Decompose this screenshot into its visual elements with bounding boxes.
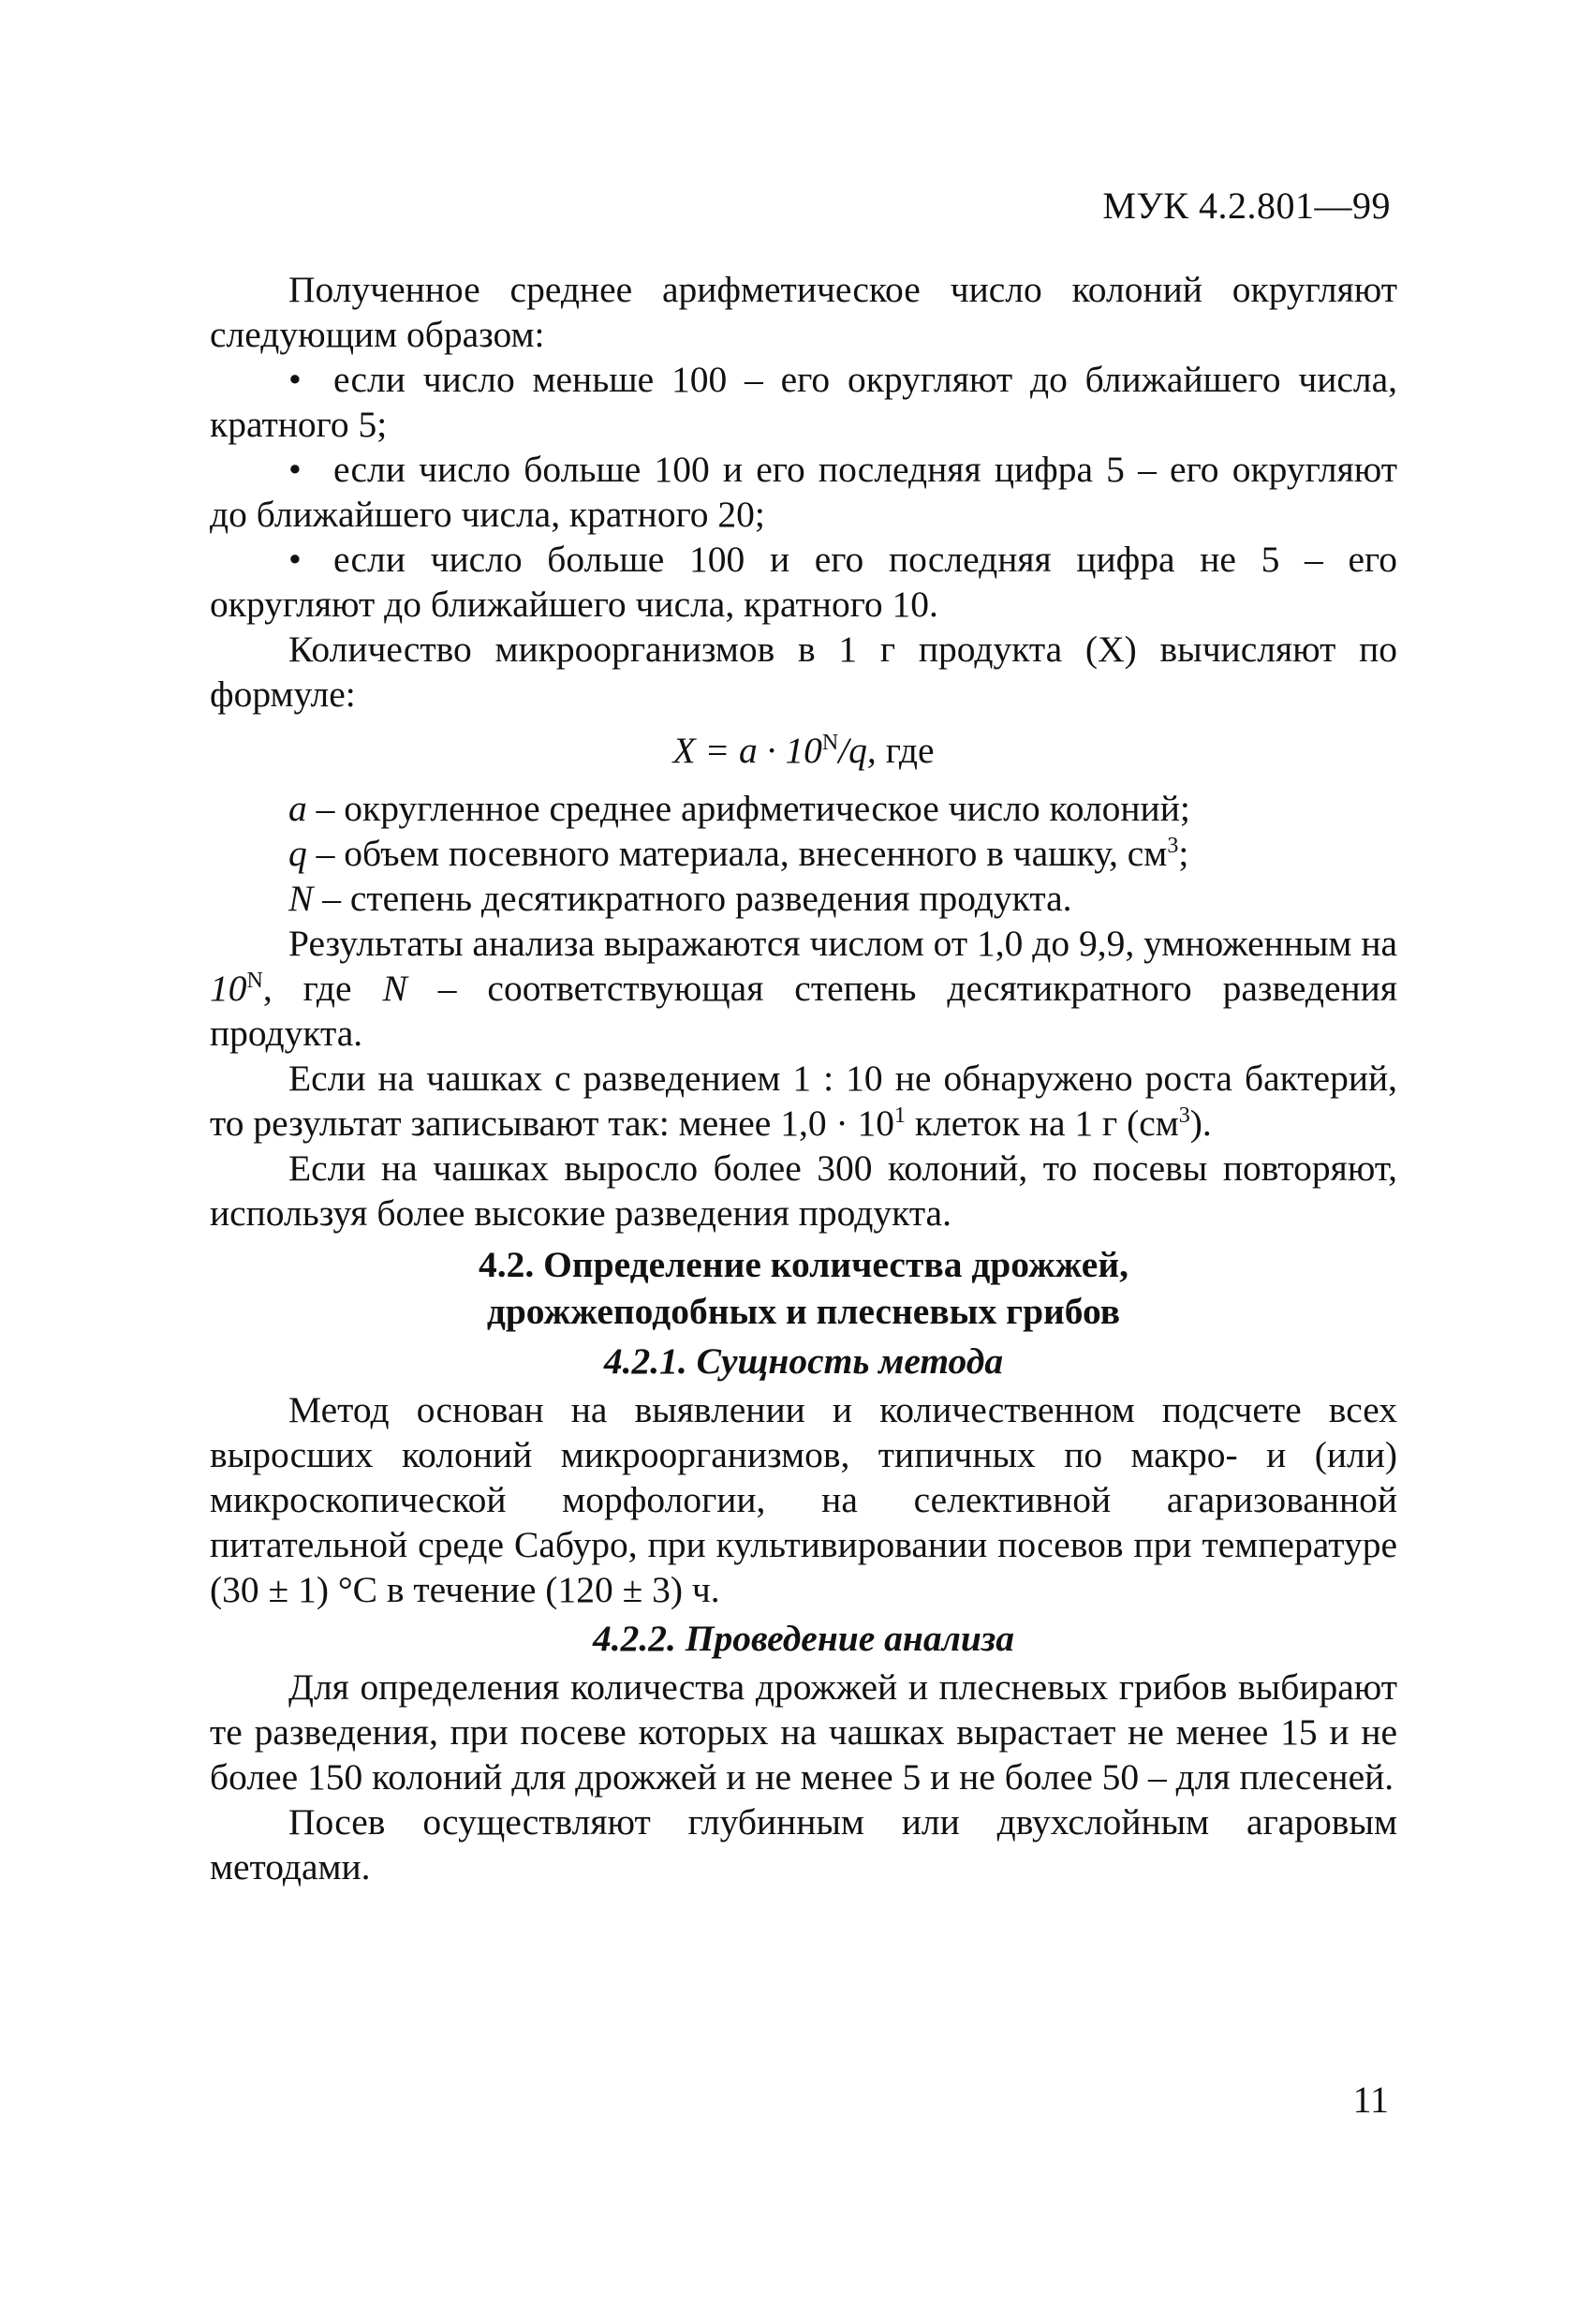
paragraph-repeat: Если на чашках выросло более 300 колоний, то посевы повторяют, используя более высокие разведения продукта. (210, 1147, 1397, 1234)
paragraph-results: Результаты анализа выражаются числом от 1,0 до 9,9, умноженным на $10^N$, где N – соответствующая степень десятикратного разведения продукта. (210, 923, 1397, 1054)
formula-lhs: X = a · 10 (672, 730, 822, 771)
page-number: 11 (1352, 2079, 1389, 2121)
symbol-n: N (382, 968, 407, 1009)
definition-n (210, 876, 1397, 921)
definition-symbol: a (288, 788, 307, 829)
paragraph-no-growth: Если на чашках с разведением 1 : 10 не обнаружено роста бактерий, то результат записывают так: менее $1,0 \cdot 10^1$ клеток на 1 г $(см^3)$. (210, 1058, 1397, 1144)
bullet-icon: • (288, 539, 302, 580)
document-code: МУК 4.2.801—99 (1102, 185, 1391, 227)
definition-tail: ; (1178, 833, 1189, 874)
page-body (210, 267, 1397, 1889)
definition-symbol: q (288, 833, 307, 874)
definition-text: – объем посевного материала, внесенного в чашку, см (306, 833, 1168, 874)
bullet-text: если число больше 100 и его последняя цифра 5 – его округляют до ближайшего числа, кратного 20; (210, 449, 1397, 535)
definition-symbol: N (288, 878, 314, 919)
bullet-item (210, 357, 1397, 447)
definition-superscript: 3 (1167, 833, 1179, 858)
definition-text: – степень десятикратного разведения продукта. (313, 878, 1072, 919)
bullet-item (210, 537, 1397, 627)
definition-q (210, 831, 1397, 876)
bullet-text: если число меньше 100 – его округляют до ближайшего числа, кратного 5; (210, 359, 1397, 445)
bullet-icon: • (288, 449, 302, 490)
subsection-heading: 4.2.1. Сущность метода (603, 1340, 1004, 1382)
paragraph-method: Метод основан на выявлении и количественном подсчете всех выросших колоний микроорганизмов, типичных по макро- и (или) микроскопической морфологии, на селективной агаризованной питательной среде Сабуро, при культивировании посевов при температуре (30 ± 1) °С в течение (120 ± 3) ч. (210, 1389, 1397, 1610)
power-base: 10 (210, 968, 247, 1009)
formula-where: где (876, 730, 935, 771)
power-exponent: N (246, 968, 263, 993)
section-heading (210, 1241, 1397, 1335)
bullet-item (210, 447, 1397, 537)
formula-rest: /q, (838, 730, 877, 771)
bullet-icon: • (288, 359, 302, 400)
formula (210, 728, 1397, 773)
definition-text: – округленное среднее арифметическое число колоний; (306, 788, 1190, 829)
paragraph-rounding-intro: Полученное среднее арифметическое число колоний округляют следующим образом: (210, 269, 1397, 355)
section-heading-line: дрожжеподобных и плесневых грибов (486, 1291, 1121, 1332)
formula-exponent: N (821, 730, 839, 755)
paragraph-seeding: Посев осуществляют глубинным или двухслойным агаровым методами. (210, 1801, 1397, 1887)
section-heading-line: 4.2. Определение количества дрожжей, (479, 1244, 1128, 1285)
subsection-heading: 4.2.2. Проведение анализа (593, 1618, 1014, 1659)
paragraph-analysis: Для определения количества дрожжей и плесневых грибов выбирают те разведения, при посеве которых на чашках вырастает не менее 15 и не более 150 колоний для дрожжей и не менее 5 и не более 50 – для плесеней. (210, 1666, 1397, 1798)
paragraph-formula-intro: Количество микроорганизмов в 1 г продукта (X) вычисляют по формуле: (210, 629, 1397, 715)
bullet-text: если число больше 100 и его последняя цифра не 5 – его округляют до ближайшего числа, кратного 10. (210, 539, 1397, 625)
definition-a (210, 786, 1397, 831)
